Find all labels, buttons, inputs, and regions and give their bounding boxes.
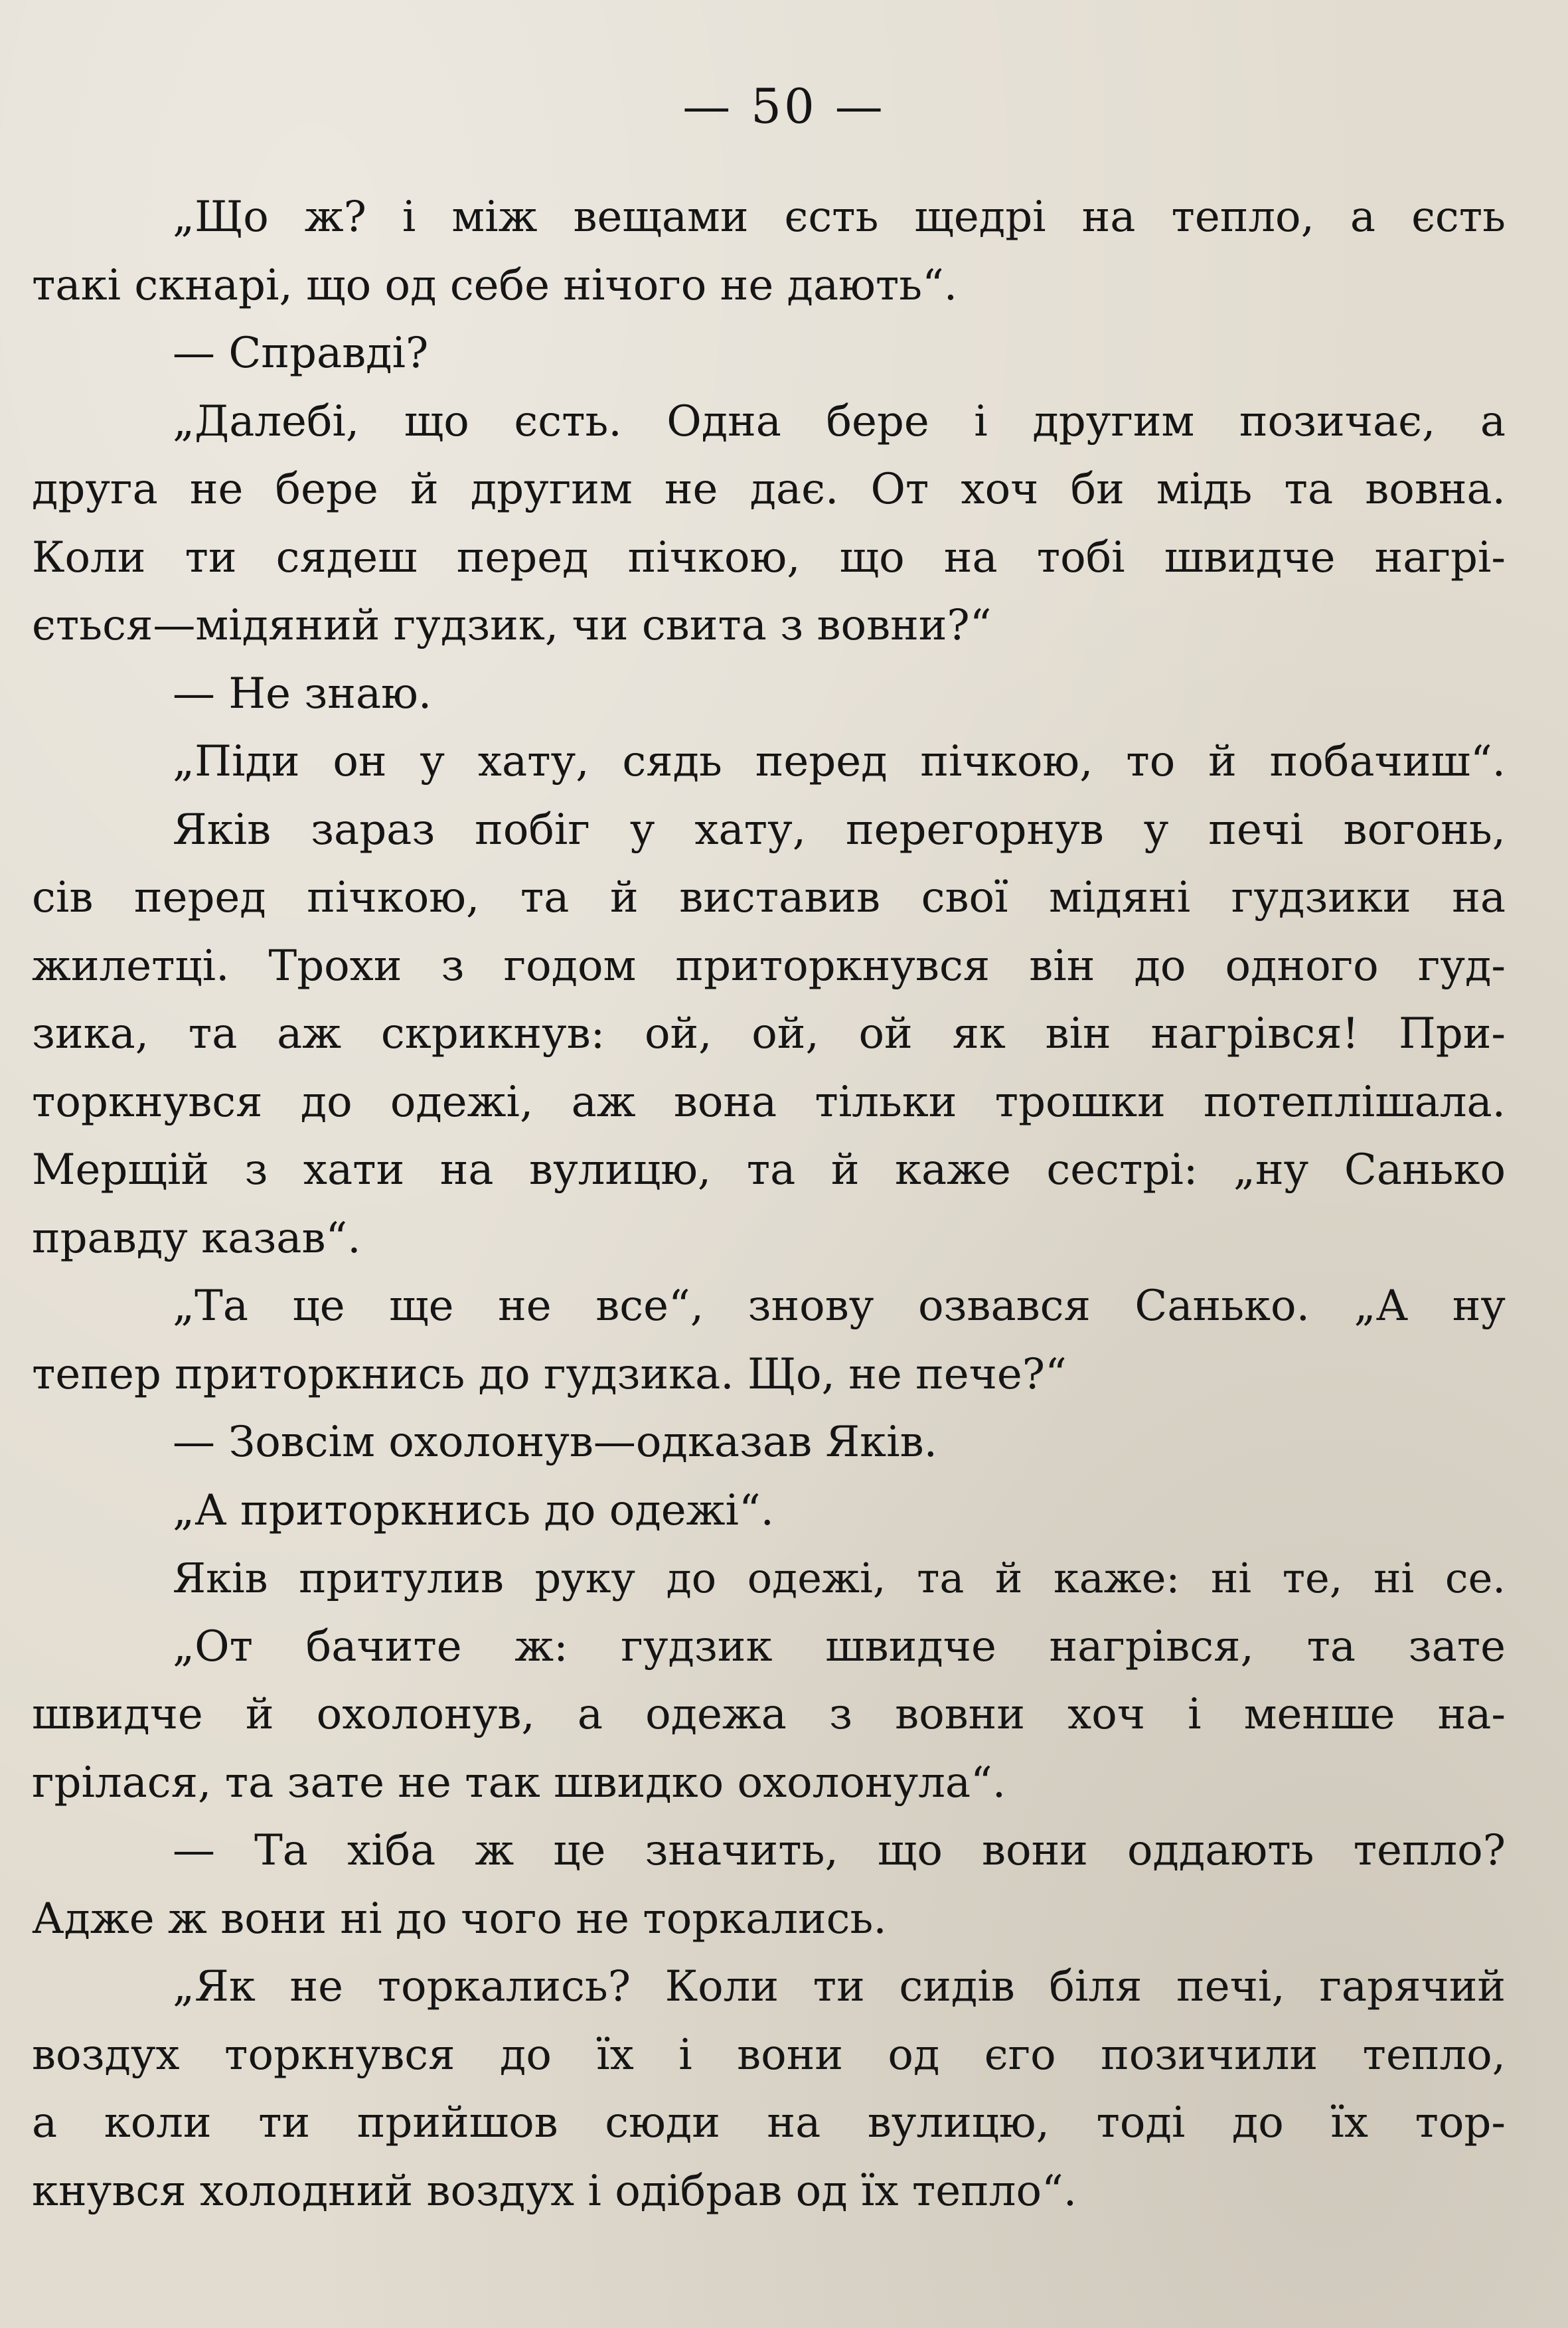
text-line: — Справді? bbox=[173, 329, 429, 378]
text-line: правду казав“. bbox=[32, 1213, 361, 1263]
text-line: грілася, та зате не так швидко охолонула“. bbox=[32, 1758, 1006, 1807]
text-line: Яків притулив руку до одежі, та й каже: ні те, ні се. bbox=[173, 1554, 1506, 1602]
page-number: — 50 — bbox=[682, 78, 886, 134]
text-line: „Піди он у хату, сядь перед пічкою, то й побачиш“. bbox=[173, 737, 1506, 786]
text-line: торкнувся до одежі, аж вона тільки трошки потеплішала. bbox=[32, 1077, 1506, 1127]
text-line: — Не знаю. bbox=[173, 669, 432, 718]
text-line: тепер приторкнись до гудзика. Що, не пече?“ bbox=[32, 1349, 1067, 1399]
text-line: „Як не торкались? Коли ти сидів біля печі, гарячий bbox=[173, 1962, 1506, 2011]
text-line: Адже ж вони ні до чого не торкались. bbox=[32, 1894, 887, 1944]
text-line: „Та це ще не все“, знову озвався Санько. „А ну bbox=[173, 1282, 1506, 1331]
text-line: кнувся холодний воздух і одібрав од їх тепло“. bbox=[32, 2166, 1077, 2216]
text-line: зика, та аж скрикнув: ой, ой, ой як він нагрівся! При- bbox=[32, 1009, 1506, 1058]
text-line: Яків зараз побіг у хату, перегорнув у печі вогонь, bbox=[173, 805, 1506, 855]
text-line: — Та хіба ж це значить, що вони оддають тепло? bbox=[173, 1826, 1506, 1875]
text-line: — Зовсім охолонув—одказав Яків. bbox=[173, 1418, 937, 1467]
body-text bbox=[32, 183, 1506, 2225]
text-line: Мерщій з хати на вулицю, та й каже сестрі: „ну Санько bbox=[32, 1145, 1506, 1195]
text-line: ється—мідяний гудзик, чи свита з вовни?“ bbox=[32, 601, 992, 650]
text-line: а коли ти прийшов сюди на вулицю, тоді до їх тор- bbox=[32, 2098, 1506, 2147]
text-line: жилетці. Трохи з годом приторкнувся він до одного гуд- bbox=[32, 941, 1506, 991]
text-line: сів перед пічкою, та й виставив свої мідяні гудзики на bbox=[32, 873, 1506, 922]
text-line: воздух торкнувся до їх і вони од єго позичили тепло, bbox=[32, 2030, 1506, 2080]
text-line: такі скнарі, що од себе нічого не дають“. bbox=[32, 260, 958, 310]
text-line: друга не бере й другим не дає. От хоч би мідь та вовна. bbox=[32, 465, 1506, 514]
text-line: „Далебі, що єсть. Одна бере і другим позичає, а bbox=[173, 396, 1506, 446]
text-line: швидче й охолонув, а одежа з вовни хоч і менше на- bbox=[32, 1690, 1506, 1739]
text-line: „А приторкнись до одежі“. bbox=[173, 1485, 774, 1535]
text-line: „От бачите ж: гудзик швидче нагрівся, та зате bbox=[173, 1621, 1506, 1671]
text-line: „Що ж? і між вещами єсть щедрі на тепло, а єсть bbox=[173, 193, 1506, 242]
text-line: Коли ти сядеш перед пічкою, що на тобі швидче нагрі- bbox=[32, 533, 1506, 582]
